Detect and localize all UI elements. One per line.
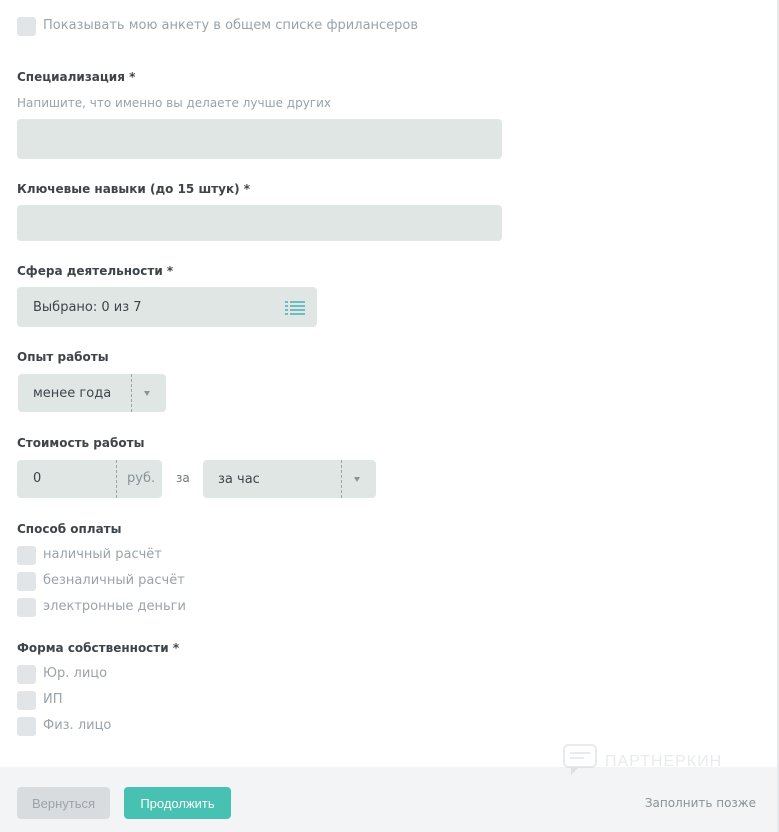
payment-emoney-checkbox[interactable] <box>17 598 36 617</box>
cost-separator <box>116 460 117 498</box>
cost-label: Стоимость работы <box>17 436 145 450</box>
chevron-down-icon <box>144 391 150 396</box>
ownership-ip-checkbox[interactable] <box>17 691 36 710</box>
payment-emoney-label: электронные деньги <box>43 599 186 614</box>
chat-bubble-icon <box>563 744 597 780</box>
payment-label: Способ оплаты <box>17 522 122 536</box>
sphere-select[interactable] <box>17 287 317 327</box>
skills-input[interactable] <box>17 205 502 241</box>
ownership-legal-label: Юр. лицо <box>43 666 108 681</box>
watermark <box>563 744 722 780</box>
experience-value: менее года <box>33 386 112 401</box>
show-in-list-label: Показывать мою анкету в общем списке фрилансеров <box>43 18 419 33</box>
ownership-legal-checkbox[interactable] <box>17 665 36 684</box>
payment-cash-checkbox[interactable] <box>17 546 36 565</box>
ownership-label: Форма собственности * <box>17 641 180 655</box>
sphere-label: Сфера деятельности * <box>17 264 174 278</box>
watermark-text: ПАРТНЕРКИН <box>605 753 723 770</box>
payment-cashless-label: безналичный расчёт <box>43 573 185 588</box>
continue-button[interactable]: Продолжить <box>124 787 231 819</box>
specialization-hint: Напишите, что именно вы делаете лучше других <box>17 96 332 110</box>
sphere-value: Выбрано: 0 из 7 <box>33 300 142 315</box>
experience-select[interactable] <box>18 374 166 412</box>
experience-separator <box>131 374 132 412</box>
payment-cashless-checkbox[interactable] <box>17 572 36 591</box>
specialization-input[interactable] <box>17 119 502 159</box>
show-in-list-checkbox[interactable] <box>17 17 36 36</box>
ownership-individual-label: Физ. лицо <box>43 718 112 733</box>
cost-per-label: за <box>176 471 190 485</box>
fill-later-link[interactable]: Заполнить позже <box>644 796 756 810</box>
cost-period-value: за час <box>218 472 260 487</box>
list-icon[interactable] <box>285 300 305 314</box>
cost-period-select[interactable] <box>203 460 376 498</box>
ownership-individual-checkbox[interactable] <box>17 717 36 736</box>
experience-label: Опыт работы <box>17 350 109 364</box>
cost-value: 0 <box>33 471 42 486</box>
back-button[interactable]: Вернуться <box>17 787 110 819</box>
skills-label: Ключевые навыки (до 15 штук) * <box>17 182 251 196</box>
specialization-label: Специализация * <box>17 70 136 84</box>
cost-unit: руб. <box>127 471 156 486</box>
ownership-ip-label: ИП <box>43 692 63 707</box>
cost-period-separator <box>341 460 342 498</box>
cost-input[interactable] <box>17 460 162 498</box>
payment-cash-label: наличный расчёт <box>43 547 162 562</box>
chevron-down-icon <box>354 477 360 482</box>
